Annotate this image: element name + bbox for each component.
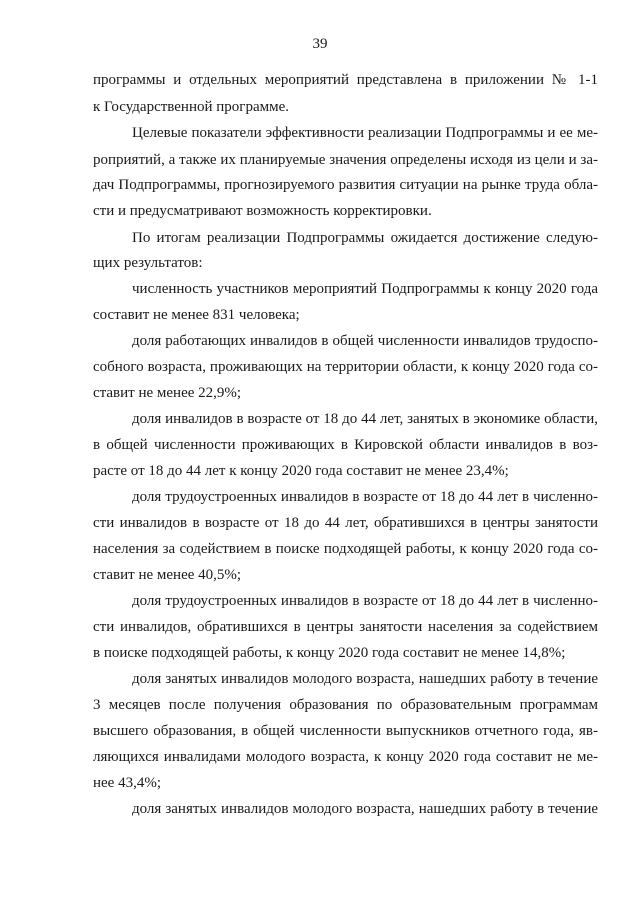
text-line: расте от 18 до 44 лет к концу 2020 года составит не менее 23,4%; (93, 463, 509, 479)
text-line: По итогам реализации Подпрограммы ожидается достижение следую- (132, 230, 598, 246)
text-line: высшего образования, в общей численности выпускников отчетного года, яв- (93, 723, 598, 739)
text-line: численность участников мероприятий Подпрограммы к концу 2020 года (132, 281, 598, 297)
text-line: дач Подпрограммы, прогнозируемого развития ситуации на рынке труда обла- (93, 177, 598, 193)
page-number: 39 (312, 36, 328, 52)
text-line: сти и предусматривают возможность корректировки. (93, 203, 432, 219)
text-line: сти инвалидов, обратившихся в центры занятости населения за содействием (93, 619, 598, 635)
text-line: Целевые показатели эффективности реализации Подпрограммы и ее ме- (132, 125, 598, 141)
text-line: щих результатов: (93, 255, 203, 271)
text-line: в поиске подходящей работы, к концу 2020 года составит не менее 14,8%; (93, 645, 566, 661)
text-line: доля инвалидов в возрасте от 18 до 44 лет, занятых в экономике области, (132, 411, 598, 427)
text-line: доля занятых инвалидов молодого возраста, нашедших работу в течение (132, 801, 598, 817)
text-line: роприятий, а также их планируемые значения определены исходя из цели и за- (93, 152, 598, 168)
text-line: в общей численности проживающих в Кировской области инвалидов в воз- (93, 437, 598, 453)
text-line: программы и отдельных мероприятий представлена в приложении № 1-1 (93, 72, 598, 88)
text-line: доля работающих инвалидов в общей численности инвалидов трудоспо- (132, 333, 598, 349)
text-line: ляющихся инвалидами молодого возраста, к концу 2020 года составит не ме- (93, 749, 598, 765)
text-line: собного возраста, проживающих на территории области, к концу 2020 года со- (93, 359, 598, 375)
text-line: 3 месяцев после получения образования по образовательным программам (93, 697, 598, 713)
text-line: доля трудоустроенных инвалидов в возрасте от 18 до 44 лет в численно- (132, 489, 598, 505)
text-line: сти инвалидов в возрасте от 18 до 44 лет, обратившихся в центры занятости (93, 515, 598, 531)
text-line: составит не менее 831 человека; (93, 307, 300, 323)
text-line: доля трудоустроенных инвалидов в возрасте от 18 до 44 лет в численно- (132, 593, 598, 609)
text-line: к Государственной программе. (93, 99, 289, 115)
text-line: нее 43,4%; (93, 775, 162, 791)
text-line: ставит не менее 22,9%; (93, 385, 242, 401)
text-line: ставит не менее 40,5%; (93, 567, 242, 583)
text-line: доля занятых инвалидов молодого возраста, нашедших работу в течение (132, 671, 598, 687)
text-line: населения за содействием в поиске подходящей работы, к концу 2020 года со- (93, 541, 598, 557)
